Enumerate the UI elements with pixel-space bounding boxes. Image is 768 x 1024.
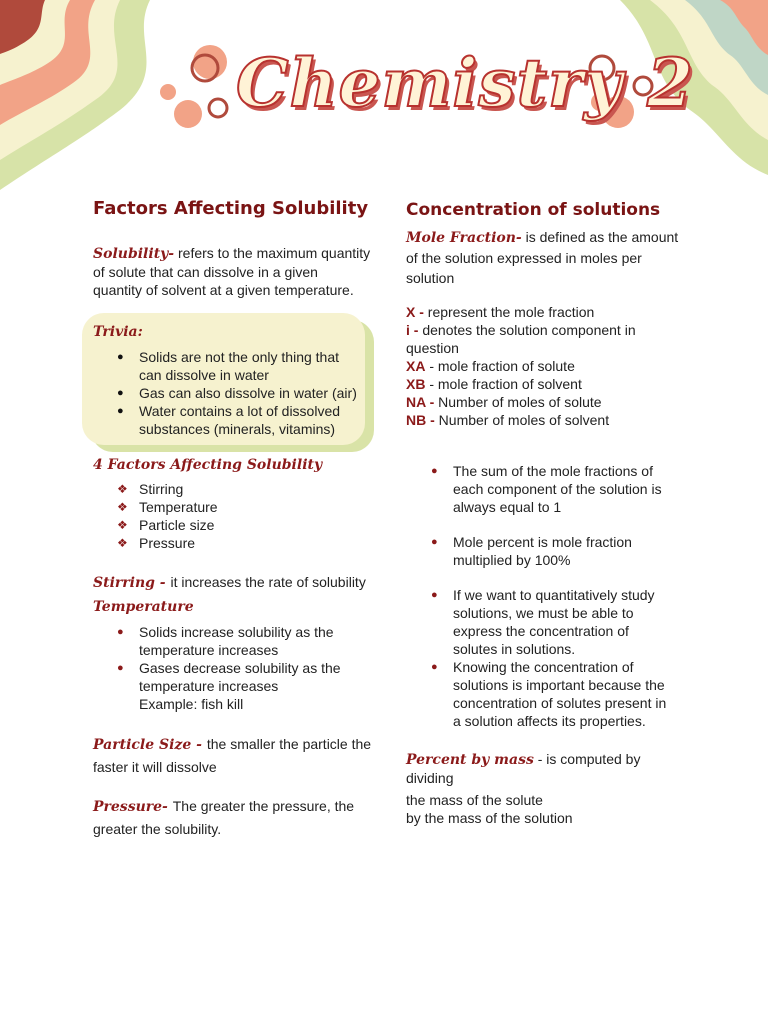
mole-fraction-definition: Mole Fraction- is defined as the amount of the solution expressed in moles per solution xyxy=(406,229,679,286)
temperature-heading: Temperature xyxy=(93,599,194,615)
stirring-definition: Stirring - it increases the rate of solubility xyxy=(93,574,366,591)
solubility-definition: Solubility- refers to the maximum quantity of solute that can dissolve in a given quantity of solvent at a given temperature. xyxy=(93,245,371,298)
percent-by-mass-definition: Percent by mass - is computed by dividing the mass of the solute by the mass of the solution xyxy=(406,751,641,826)
wave-decoration-left xyxy=(0,0,150,190)
definition-row: NA - Number of moles of solute xyxy=(406,394,602,410)
list-item: ❖ Temperature xyxy=(139,498,339,516)
pressure-definition: Pressure- The greater the pressure, the greater the solubility. xyxy=(93,798,355,837)
list-item: ● Knowing the concentration of solutions is important because the concentration of solutes present in a solution affects its properties. xyxy=(453,658,678,730)
percent-by-mass-term: Percent by mass xyxy=(406,752,534,768)
definition-row: XA - mole fraction of solute xyxy=(406,358,575,374)
page-title: Chemistry 2 xyxy=(236,44,695,122)
symbol-definitions xyxy=(406,303,686,429)
list-item: ● If we want to quantitatively study solutions, we must be able to express the concentration of solutes in solutions. xyxy=(453,586,678,658)
list-item: ● Mole percent is mole fraction multiplied by 100% xyxy=(453,533,678,569)
stirring-term: Stirring - xyxy=(93,575,171,591)
definition-row: X - represent the mole fraction xyxy=(406,304,595,320)
pressure-term: Pressure- xyxy=(93,799,173,815)
definition-row: i - denotes the solution component in question xyxy=(406,322,636,356)
list-item: ● Solids increase solubility as the temperature increases xyxy=(139,623,359,659)
factors-list xyxy=(139,480,339,552)
definition-row: NB - Number of moles of solvent xyxy=(406,412,610,428)
list-item: ❖ Stirring xyxy=(139,480,339,498)
definition-row: XB - mole fraction of solvent xyxy=(406,376,582,392)
factors-subheading: 4 Factors Affecting Solubility xyxy=(93,457,323,473)
list-item: ● Gases decrease solubility as the temperature increases Example: fish kill xyxy=(139,659,359,713)
particle-size-definition: Particle Size - the smaller the particle the faster it will dissolve xyxy=(93,736,372,775)
list-item: ● Gas can also dissolve in water (air) xyxy=(139,384,369,402)
mole-fraction-term: Mole Fraction- xyxy=(406,230,522,246)
list-item: ❖ Particle size xyxy=(139,516,339,534)
trivia-heading: Trivia: xyxy=(93,324,143,340)
concentration-heading: Concentration of solutions xyxy=(406,200,661,220)
temperature-list xyxy=(139,623,359,713)
solubility-term: Solubility- xyxy=(93,246,175,262)
trivia-list xyxy=(139,348,369,438)
particle-size-term: Particle Size - xyxy=(93,737,207,753)
list-item: ● Water contains a lot of dissolved substances (minerals, vitamins) xyxy=(139,402,369,438)
factors-heading: Factors Affecting Solubility xyxy=(93,198,369,219)
list-item: ❖ Pressure xyxy=(139,534,339,552)
list-item: ● Solids are not the only thing that can dissolve in water xyxy=(139,348,369,384)
list-item: ● The sum of the mole fractions of each component of the solution is always equal to 1 xyxy=(453,462,678,516)
mole-fraction-facts xyxy=(453,462,678,730)
